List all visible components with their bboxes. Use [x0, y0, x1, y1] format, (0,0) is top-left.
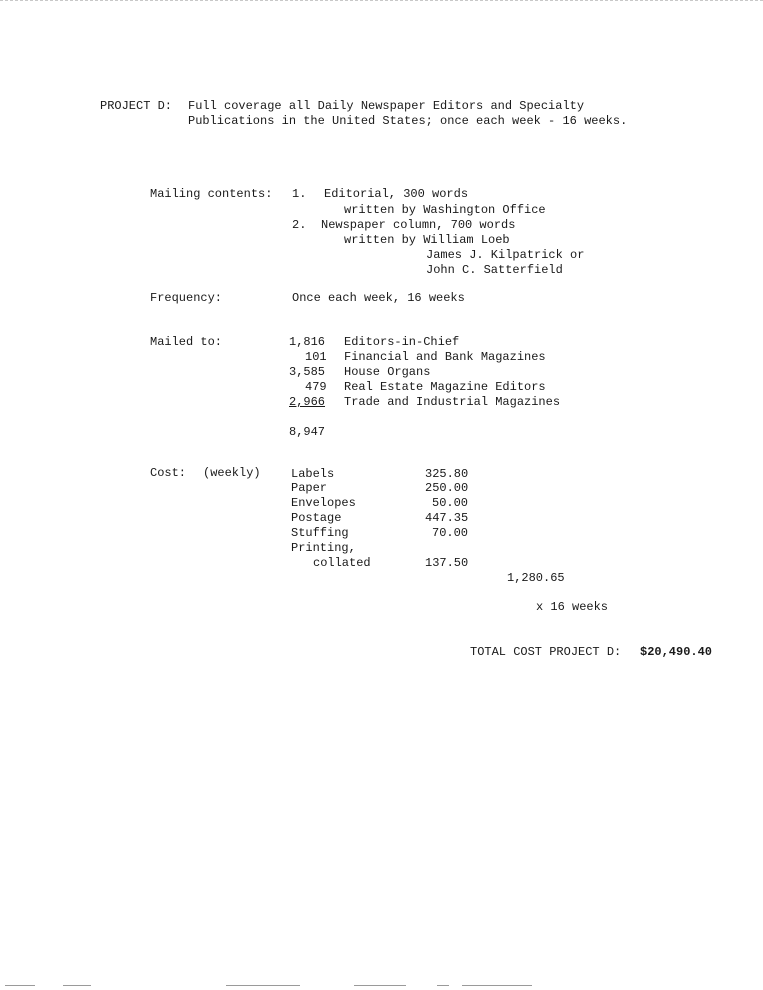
- cost-item-name-1: Labels: [291, 467, 335, 481]
- total-cost-label: TOTAL COST PROJECT D:: [470, 645, 622, 659]
- bottom-edge-marks: [0, 985, 763, 989]
- cost-qualifier: (weekly): [203, 466, 261, 480]
- mailing-item-2-alt-author-1: James J. Kilpatrick or: [426, 248, 585, 262]
- cost-item-amount-5: 70.00: [432, 526, 469, 540]
- mailing-item-2-author: written by William Loeb: [344, 233, 510, 247]
- mailed-desc-2: Financial and Bank Magazines: [344, 350, 546, 364]
- total-cost-value: $20,490.40: [640, 645, 713, 659]
- cost-item-amount-1: 325.80: [425, 467, 469, 481]
- project-label: PROJECT D:: [100, 99, 173, 113]
- mailing-item-2-num: 2.: [292, 218, 307, 232]
- bottom-mark: [437, 985, 449, 986]
- cost-item-name-7: collated: [313, 556, 371, 570]
- mailed-count-1: 1,816: [289, 335, 326, 349]
- cost-item-amount-4: 447.35: [425, 511, 469, 525]
- mailed-count-3: 3,585: [289, 365, 326, 379]
- mailed-count-5: 2,966: [289, 395, 326, 409]
- mailed-desc-4: Real Estate Magazine Editors: [344, 380, 546, 394]
- cost-item-amount-3: 50.00: [432, 496, 469, 510]
- mailed-to-label: Mailed to:: [150, 335, 223, 349]
- cost-item-amount-7: 137.50: [425, 556, 469, 570]
- cost-subtotal: 1,280.65: [507, 571, 565, 585]
- project-description-line1: Full coverage all Daily Newspaper Editors and Specialty: [188, 99, 585, 113]
- mailing-contents-label: Mailing contents:: [150, 187, 273, 201]
- bottom-mark: [354, 985, 406, 986]
- mailed-count-2: 101: [305, 350, 327, 364]
- mailed-total: 8,947: [289, 425, 326, 439]
- bottom-mark: [462, 985, 532, 986]
- frequency-value: Once each week, 16 weeks: [292, 291, 465, 305]
- mailed-desc-5: Trade and Industrial Magazines: [344, 395, 561, 409]
- cost-multiplier: x 16 weeks: [536, 600, 609, 614]
- cost-item-name-6: Printing,: [291, 541, 356, 555]
- mailed-desc-3: House Organs: [344, 365, 431, 379]
- bottom-mark: [226, 985, 300, 986]
- cost-item-name-3: Envelopes: [291, 496, 356, 510]
- mailing-item-1-author: written by Washington Office: [344, 203, 546, 217]
- cost-item-name-4: Postage: [291, 511, 342, 525]
- mailing-item-1-title: Editorial, 300 words: [324, 187, 469, 201]
- mailed-count-4: 479: [305, 380, 327, 394]
- mailing-item-2-title: Newspaper column, 700 words: [321, 218, 516, 232]
- cost-item-name-5: Stuffing: [291, 526, 349, 540]
- cost-label: Cost:: [150, 466, 187, 480]
- mailed-desc-1: Editors-in-Chief: [344, 335, 460, 349]
- bottom-mark: [5, 985, 35, 986]
- cost-item-amount-2: 250.00: [425, 481, 469, 495]
- project-description-line2: Publications in the United States; once each week - 16 weeks.: [188, 114, 628, 128]
- mailing-item-2-alt-author-2: John C. Satterfield: [426, 263, 563, 277]
- top-edge-dashes: [0, 0, 763, 1]
- mailing-item-1-num: 1.: [292, 187, 307, 201]
- frequency-label: Frequency:: [150, 291, 223, 305]
- cost-item-name-2: Paper: [291, 481, 328, 495]
- bottom-mark: [63, 985, 91, 986]
